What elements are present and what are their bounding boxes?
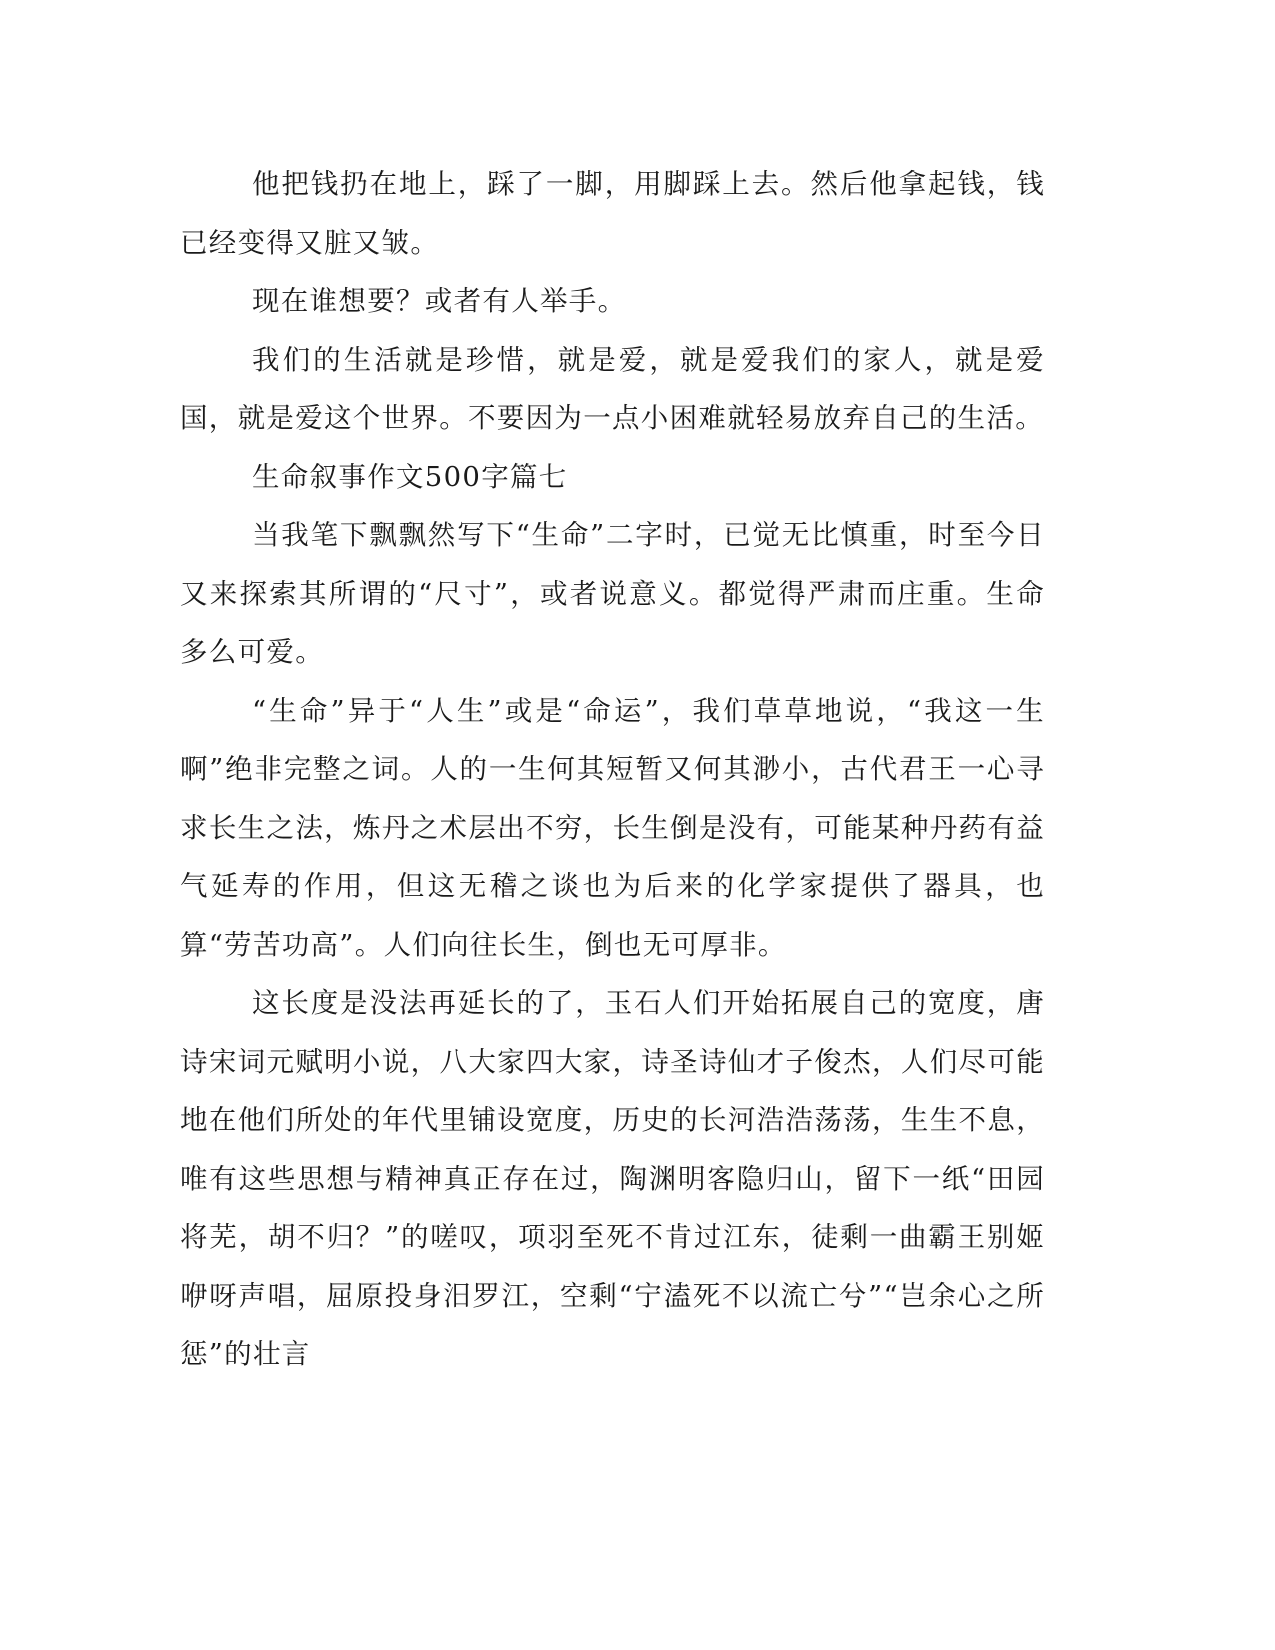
paragraph-4: 当我笔下飘飘然写下“生命”二字时，已觉无比慎重，时至今日又来探索其所谓的“尺寸”，或者说意义。都觉得严肃而庄重。生命多么可爱。 — [180, 519, 1045, 668]
section-heading: 生命叙事作文500字篇七 — [252, 460, 568, 493]
paragraph-1: 他把钱扔在地上，踩了一脚，用脚踩上去。然后他拿起钱，钱已经变得又脏又皱。 — [180, 168, 1045, 259]
paragraph-2: 现在谁想要？或者有人举手。 — [252, 285, 627, 317]
paragraph-6: 这长度是没法再延长的了，玉石人们开始拓展自己的宽度，唐诗宋词元赋明小说，八大家四大家，诗圣诗仙才子俊杰，人们尽可能地在他们所处的年代里铺设宽度，历史的长河浩浩荡荡，生生不息，唯有这些思想与精神真正存在过，陶渊明客隐归山，留下一纸“田园将芜，胡不归？”的嗟叹，项羽至死不肯过江东，徒剩一曲霸王别姬咿呀声唱，屈原投身汨罗江，空剩“宁溘死不以流亡兮”“岂余心之所惩”的壮言 — [180, 987, 1045, 1370]
paragraph-5: “生命”异于“人生”或是“命运”，我们草草地说，“我这一生啊”绝非完整之词。人的一生何其短暂又何其渺小，古代君王一心寻求长生之法，炼丹之术层出不穷，长生倒是没有，可能某种丹药有益气延寿的作用，但这无稽之谈也为后来的化学家提供了器具，也算“劳苦功高”。人们向往长生，倒也无可厚非。 — [180, 694, 1045, 961]
document-body — [180, 155, 1045, 1384]
paragraph-3: 我们的生活就是珍惜，就是爱，就是爱我们的家人，就是爱国，就是爱这个世界。不要因为一点小困难就轻易放弃自己的生活。 — [180, 343, 1045, 434]
